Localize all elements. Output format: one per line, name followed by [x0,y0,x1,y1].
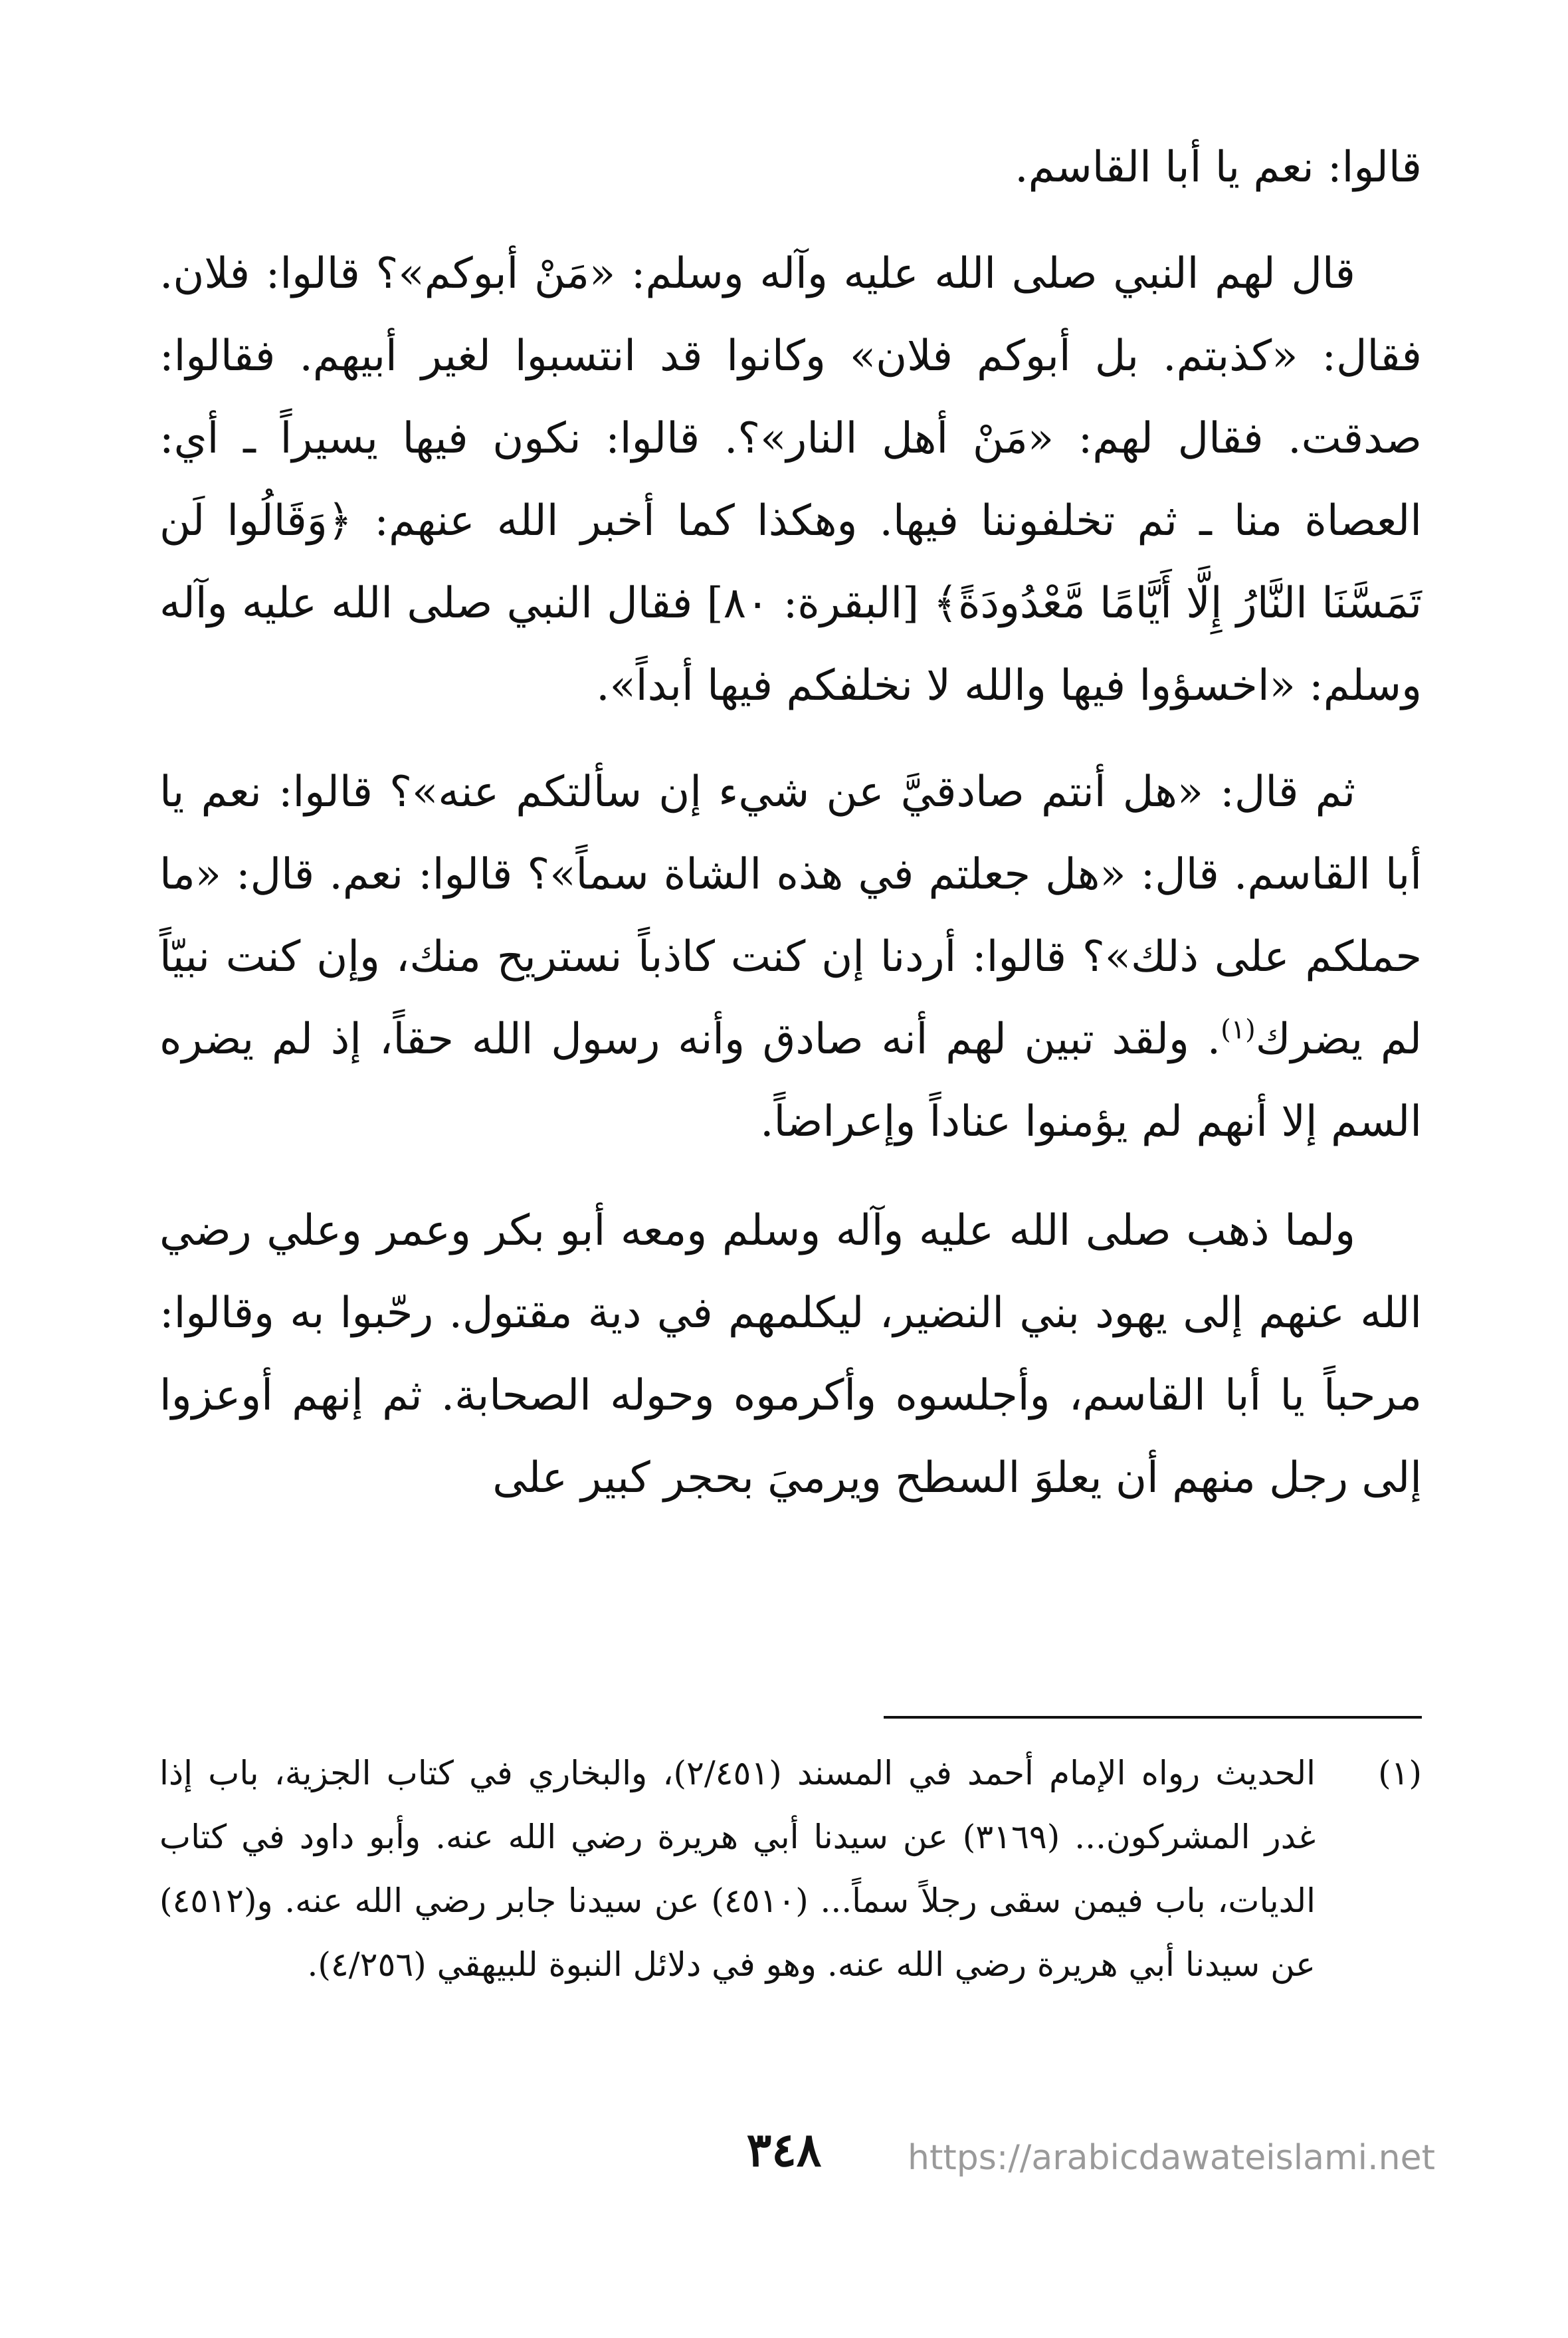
paragraph-1: قالوا: نعم يا أبا القاسم. [1015,143,1422,192]
footnote-number: (١) [1378,1754,1422,1792]
paragraph-4: ولما ذهب صلى الله عليه وآله وسلم ومعه أبو بكر وعمر وعلي رضي الله عنهم إلى يهود بني النضير، ليكلمهم في دية مقتول. رحّبوا به وقالوا: مرحباً يا أبا القاسم، وأجلسوه وأكرموه وحوله الصحابة. ثم إنهم أوعزوا إلى رجل منهم أن يعلوَ السطح ويرميَ بحجر كبير على [159,1206,1422,1503]
main-text-block [159,126,1422,1543]
paragraph-2: قال لهم النبي صلى الله عليه وآله وسلم: «مَنْ أبوكم»؟ قالوا: فلان. فقال: «كذبتم. بل أبوكم فلان» وكانوا قد انتسبوا لغير أبيهم. فقالوا: صدقت. فقال لهم: «مَنْ أهل النار»؟. قالوا: نكون فيها يسيراً ـ أي: العصاة منا ـ ثم تخلفوننا فيها. وهكذا كما أخبر الله عنهم: ﴿وَقَالُوا لَن تَمَسَّنَا النَّارُ إِلَّا أَيَّامًا مَّعْدُودَةً﴾ [البقرة: ٨٠] فقال النبي صلى الله عليه وآله وسلم: «اخسؤوا فيها والله لا نخلفكم فيها أبداً». [159,249,1422,710]
paragraph-3-part-1: ثم قال: «هل أنتم صادقيَّ عن شيء إن سألتكم عنه»؟ قالوا: نعم يا أبا القاسم. قال: «هل جعلتم في هذه الشاة سماً»؟ قالوا: نعم. قال: «ما حملكم على ذلك»؟ قالوا: أردنا إن كنت كاذباً نستريح منك، وإن كنت نبيّاً لم يضرك [159,768,1422,1064]
footnote-text: الحديث رواه الإمام أحمد في المسند (٢/٤٥١)، والبخاري في كتاب الجزية، باب إذا غدر المشركون... (٣١٦٩) عن سيدنا أبي هريرة رضي الله عنه. وأبو داود في كتاب الديات، باب فيمن سقى رجلاً سماً... (٤٥١٠) عن سيدنا جابر رضي الله عنه. و(٤٥١٢) عن سيدنا أبي هريرة رضي الله عنه. وهو في دلائل النبوة للبيهقي (٤/٢٥٦). [159,1754,1316,1984]
watermark-url: https://arabicdawateislami.net [907,2138,1435,2178]
paragraph-3 [159,751,1422,1163]
footnote-reference[interactable]: (١) [1221,1014,1256,1045]
footnote [159,1741,1422,1996]
footnote-divider [884,1716,1422,1719]
page-number: ٣٤٨ [746,2122,822,2177]
paragraph-3-part-2: . ولقد تبين لهم أنه صادق وأنه رسول الله حقاً، إذ لم يضره السم إلا أنهم لم يؤمنوا عناداً وإعراضاً. [159,1015,1422,1146]
